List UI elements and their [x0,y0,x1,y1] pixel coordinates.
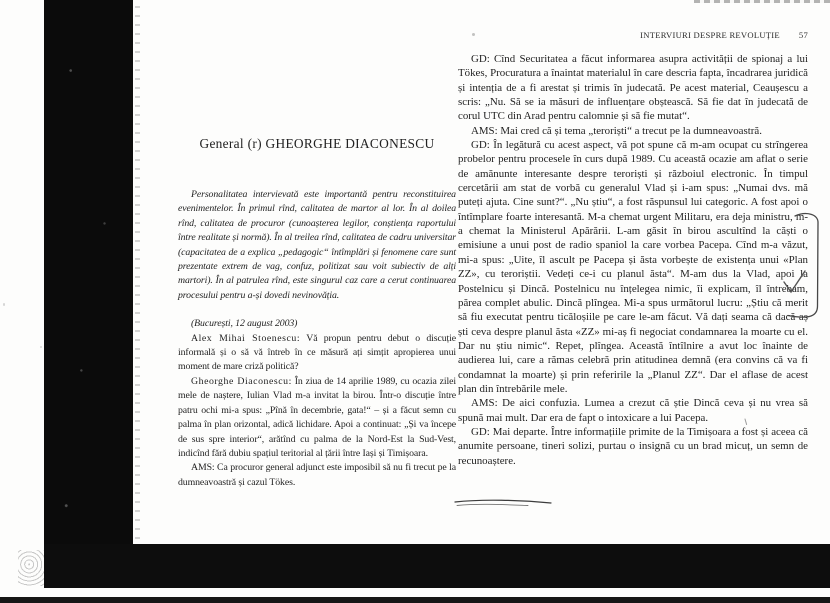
dialogue-paragraph [458,138,808,396]
scan-grain [18,550,46,586]
page-gutter-edge [135,6,140,544]
book-spine-shadow [44,0,133,588]
pencil-underline-annotation [457,504,528,505]
speaker-label: AMS: [191,462,215,474]
dialogue-text: Cînd Securitatea a făcut informarea asupra activității de spionaj a lui Tökes, Procuratura a înaintat materialul în care descria fapta, încadrarea juridică și intenția de a fi arestat și trimis în judecată. Pe acest material, Ceaușescu a scris: „Nu. Să se ia măsuri de influențare obștească. Să fie dat în judecată de corul UTC din Arad pentru calomnie și să fie mutat“. [458,53,808,123]
dialogue-text: Mai departe. Între informațiile primite de la Timișoara a fost și aceea că anumite persoane, tineri solizi, purtau o insignă cu un brad micuț, un semn de recunoaștere. [458,425,808,467]
right-column [458,52,808,468]
dialogue-paragraph [178,375,456,461]
scan-speck [3,303,5,306]
dialogue-paragraph [458,124,808,138]
speaker-label: GD: [471,53,490,65]
pencil-underline-annotation [455,500,551,503]
speaker-label: Gheorghe Diaconescu: [191,375,292,387]
dialogue-paragraph [458,396,808,425]
running-header [458,30,808,40]
speaker-label: GD: [471,425,490,438]
dialogue-text: Ca procuror general adjunct este imposibil să nu fi trecut pe la dumneavoastră și cazul Tökes. [178,462,457,488]
dialogue-text: Vă propun pentru debut o discuție informală și o să vă întreb în ce măsură ați simțit apropierea unui moment de mare criză politică? [178,332,456,373]
speaker-label: AMS: [471,124,498,137]
dialogue-paragraph [458,52,808,124]
page-bottom-shadow [44,544,830,588]
scan-bottom-edge [0,597,830,603]
dialogue-text: În ziua de 14 aprilie 1989, cu ocazia zilei mele de naștere, Iulian Vlad m-a invitat la birou. Într-o discuție între patru ochi mi-a spus: „Pînă în decembrie, gata!“ – și a făcut semn cu palma în plan orizontal, adică lichidare. Apoi a continuat: „Și va începe de sus spre interior“, arătînd cu palma de la Nord-Est la Sud-Vest, indicînd fără dubiu spațiul teritorial al țării între Iași și Timișoara. [178,375,456,459]
running-header-title: INTERVIURI DESPRE REVOLUȚIE [640,30,780,40]
left-column [178,188,456,490]
dialogue-paragraph [458,425,808,468]
speaker-label: Alex Mihai Stoenescu: [191,332,301,344]
dialogue-text: Mai cred că și tema „teroriști“ a trecut pe la dumneavoastră. [500,124,762,137]
dialogue-paragraph [178,461,456,490]
page-number: 57 [798,30,808,40]
speaker-label: GD: [471,139,490,152]
dateline: (București, 12 august 2003) [191,318,298,330]
editor-intro-paragraph: Personalitatea intervievată este importantă pentru reconstituirea evenimentelor. În primul rînd, calitatea de martor al lor. În al doilea rînd, calitatea de procuror (cunoașterea legilor, conștiența raportului între realitate și normă). În al treilea rînd, calitatea de cadru universitar (capacitatea de a explica „pedagogic“ întîmplări și fenomene care sunt prezentate extrem de vag, confuz, politizat sau voit subiectiv de alți martori). În al patrulea rînd, este singurul caz care a cerut continuarea procesului pentru a-și dovedi nevinovăția. [178,189,456,301]
dialogue-paragraph [178,332,456,375]
scan-speck [40,346,42,348]
speaker-label: AMS: [471,397,498,410]
dialogue-text: În legătură cu acest aspect, vă pot spune că m-am ocupat cu strîngerea probelor pentru procesele în curs după 1989. Cu această ocazie am aflat o serie de amănunte interesante despre teroriști și războiul electronic. În timpul cercetării am stat de vorbă cu generalul Vlad și i-am spus: „Numai dvs. mă puteți ajuta. Cine sunt?“. „Nu știu“, a fost răspunsul lui categoric. A fost apoi o întîmplare foarte interesantă. M-a chemat urgent Militaru, era deja ministru, m-a chemat la Ministerul Apărării. L-am găsit în birou ascultînd la căști o emisiune a unui post de radio spaniol la care vorbea Pacepa. Cînd m-a văzut, mi-a spus: „Uite, îl ascult pe Pacepa și ăsta vorbește de existența unui «Plan ZZ», cu teroriștii. Vedeți ce-i cu planul ăsta“. M-am dus la Vlad, apoi la Postelnicu și Dincă. Postelnicu nu înțelegea nimic, îi explicam, îl întrebam, părea complet abulic. Dincă plîngea. Mi-a spus următorul lucru: „Știu că merit să fiu executat pentru ticăloșiile pe care le-am făcut. Vă dați seama că dacă aș ști ceva despre planul ăsta «ZZ» mi-aș fi negociat condamnarea la moarte cu el. Dar nu știu nimic“. Repet, plîngea. Această întîlnire a avut loc înainte de audierea lui, care a rămas celebră prin atitudinea demnă (era convins că va fi condamnat la moarte) și prin referirile la „Planul ZZ“. Dar el aflase de acest plan din întrebările mele. [458,139,808,395]
cropped-text-remnant [694,0,830,3]
dialogue-text: De aici confuzia. Lumea a crezut că știe Dincă ceva și nu vrea să spună mai mult. Dar era de fapt o intoxicare a lui Pacepa. [458,397,808,424]
chapter-title: General (r) GHEORGHE DIACONESCU [199,136,435,151]
